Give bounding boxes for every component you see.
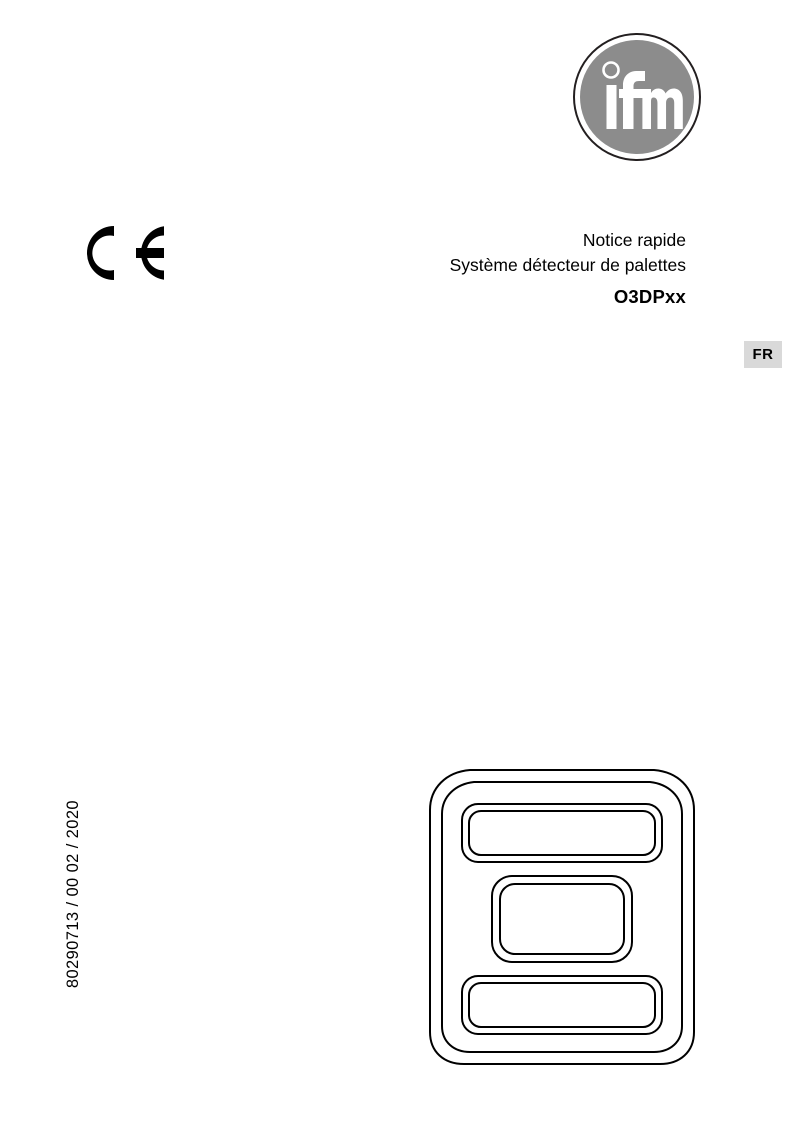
- product-name: O3DPxx: [613, 286, 686, 307]
- language-badge: FR: [744, 341, 782, 368]
- title-line-1: Notice rapide: [582, 230, 686, 250]
- title-block: [300, 228, 686, 312]
- document-number: 80290713 / 00 02 / 2020: [64, 800, 82, 989]
- o3dp-sensor-illustration: [412, 764, 712, 1074]
- ifm-logo: [573, 33, 701, 161]
- ce-marking-icon: [74, 222, 164, 284]
- title-line-2: Système détecteur de palettes: [449, 255, 686, 275]
